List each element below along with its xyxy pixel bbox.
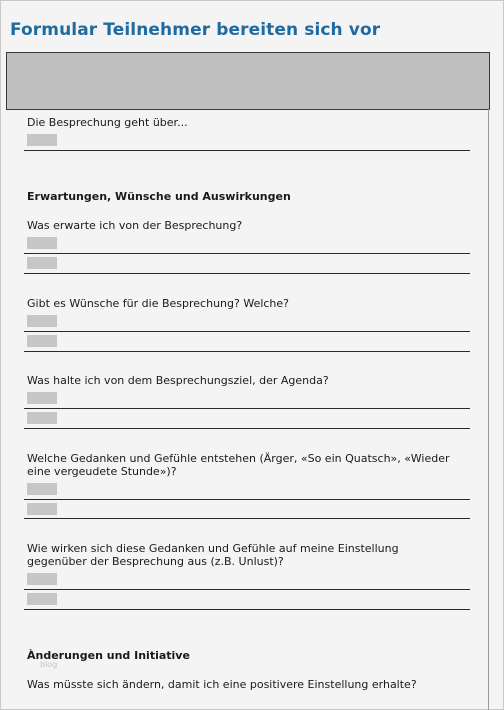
intro-label: Die Besprechung geht über... (27, 116, 188, 129)
answer-field-4b[interactable] (27, 503, 57, 515)
divider (24, 408, 470, 409)
answer-field-4a[interactable] (27, 483, 57, 495)
question-attitude: Wie wirken sich diese Gedanken und Gefühle auf meine Einstellung gegenüber der Besprechung aus (z.B. Unlust)? (27, 542, 399, 568)
divider (24, 273, 470, 274)
answer-field-3a[interactable] (27, 392, 57, 404)
divider (24, 331, 470, 332)
divider (24, 253, 470, 254)
question-agenda: Was halte ich von dem Besprechungsziel, der Agenda? (27, 374, 329, 387)
answer-field-2a[interactable] (27, 315, 57, 327)
intro-field[interactable] (27, 134, 57, 146)
question-changes: Was müsste sich ändern, damit ich eine positivere Einstellung erhalte? (27, 678, 417, 691)
divider (24, 428, 470, 429)
section-heading-changes: Ànderungen und Initiative (27, 649, 190, 662)
answer-field-5a[interactable] (27, 573, 57, 585)
question-expectations: Was erwarte ich von der Besprechung? (27, 219, 243, 232)
divider (24, 589, 470, 590)
divider (24, 499, 470, 500)
header-bar (6, 52, 490, 110)
answer-field-5b[interactable] (27, 593, 57, 605)
question-feelings: Welche Gedanken und Gefühle entstehen (Ärger, «So ein Quatsch», «Wieder eine vergeudete Stunde»)? (27, 452, 450, 478)
watermark: blog (40, 660, 58, 669)
section-heading-expectations: Erwartungen, Wünsche und Auswirkungen (27, 190, 291, 203)
question-wishes: Gibt es Wünsche für die Besprechung? Welche? (27, 297, 290, 310)
answer-field-1b[interactable] (27, 257, 57, 269)
answer-field-3b[interactable] (27, 412, 57, 424)
page-title: Formular Teilnehmer bereiten sich vor (10, 20, 381, 40)
answer-field-1a[interactable] (27, 237, 57, 249)
divider (24, 351, 470, 352)
divider (24, 518, 470, 519)
divider (24, 150, 470, 151)
answer-field-2b[interactable] (27, 335, 57, 347)
right-border (488, 108, 489, 710)
divider (24, 609, 470, 610)
